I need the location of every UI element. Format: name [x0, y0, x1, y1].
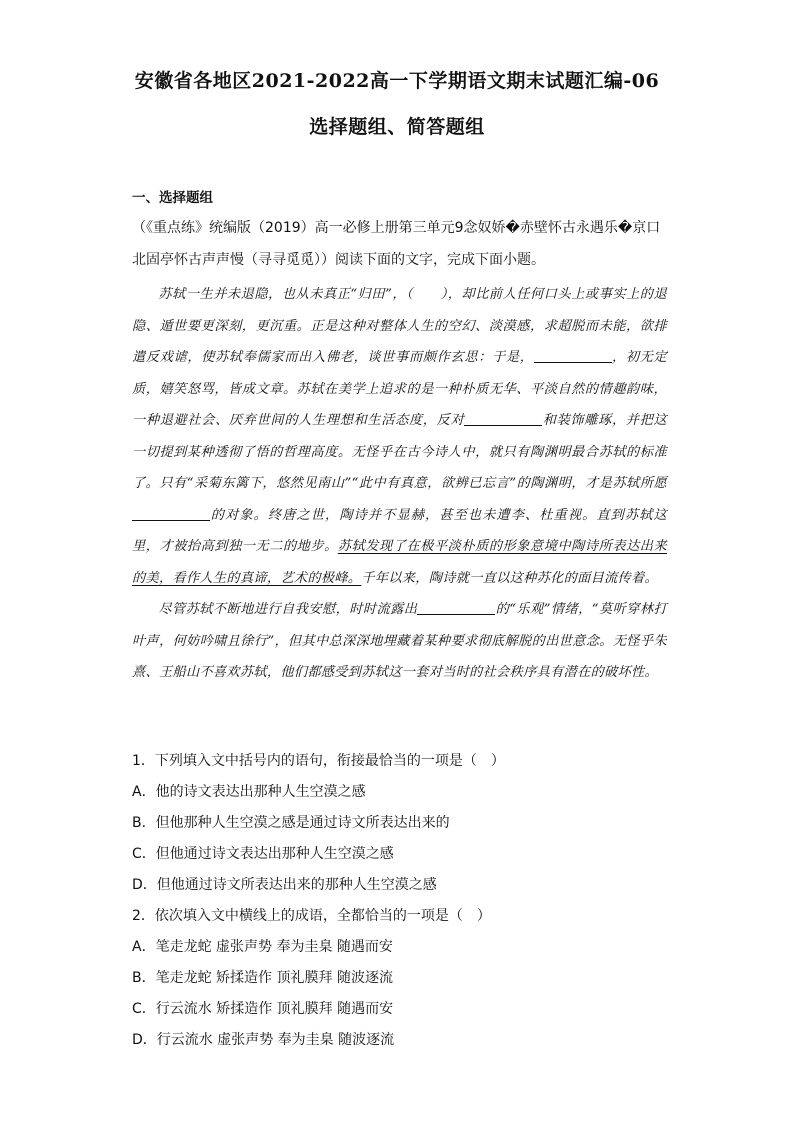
fill-in-blank-4: [417, 601, 495, 615]
question-1: [132, 746, 667, 901]
option-a: A．笔走龙蛇 虚张声势 奉为圭臬 随遇而安: [132, 939, 393, 955]
passage-text: 的对象。终唐之世，陶诗并不显赫，甚至也未遭李、杜重视。直到苏轼这里，才被抬高到独一无二的地步。: [132, 507, 667, 554]
passage-text: ，初无定质，嬉笑怒骂，皆成文章。苏轼在美学上追求的是一种朴质无华、平淡自然的情趣韵味，一种退避社会、厌弃世间的人生理想和生活态度，反对: [132, 350, 668, 428]
document-subtitle: 选择题组、简答题组: [309, 116, 485, 138]
passage-text: 和装饰雕琢，并把这一切提到某种透彻了悟的哲理高度。无怪乎在古今诗人中，就只有陶渊明最合苏轼的标准了。只有“采菊东篱下，悠然见南山”“此中有真意，欲辨已忘言”的陶渊明，才是苏轼所愿: [132, 413, 667, 491]
fill-in-blank-3: [132, 506, 210, 520]
passage-text: 苏轼一生并未退隐，也从未真正“归田”，（ ），却比前人任何口头上或事实上的退隐、遁世要更深刻，更沉重。正是这种对整体人生的空幻、淡漠感，求超脱而未能，欲排遣反戏谑，使苏轼奉儒家而出入佛老，谈世事而颇作玄思：于是，: [132, 287, 667, 365]
option-d: D．行云流水 虚张声势 奉为圭臬 随波逐流: [132, 1032, 395, 1048]
passage-text: 的“乐观”情绪，“莫听穿林打叶声，何妨吟啸且徐行”，但其中总深深地埋藏着某种要求彻底解脱的出世意念。无怪乎朱熹、王船山不喜欢苏轼，他们都感受到苏轼这一套对当时的社会秩序具有潜在的破坏性。: [132, 602, 667, 680]
fill-in-blank-1: [534, 349, 612, 363]
option-c: C．行云流水 矫揉造作 顶礼膜拜 随遇而安: [132, 1001, 394, 1017]
question-2: [132, 901, 667, 1056]
section-heading: 一、选择题组: [132, 190, 213, 206]
option-d: D．但他通过诗文所表达出来的那种人生空漠之感: [132, 877, 437, 893]
passage-text: 千年以来，陶诗就一直以这种苏化的面目流传着。: [361, 570, 659, 586]
fill-in-blank-2: [464, 412, 542, 426]
underlined-sentence: 苏轼发现了在极平淡朴质的形象意境中陶诗所表达出来的美，看作人生的真谛，艺术的极峰。: [132, 539, 667, 586]
option-a: A．他的诗文表达出那种人生空漠之感: [132, 784, 366, 800]
question-group-intro: [132, 212, 667, 276]
passage-paragraph-1: [132, 279, 667, 594]
reading-passage: [132, 279, 667, 689]
document-title: 安徽省各地区2021-2022高一下学期语文期末试题汇编-06: [134, 70, 660, 92]
question-stem: 1．下列填入文中括号内的语句，衔接最恰当的一项是（ ）: [132, 753, 505, 769]
question-stem: 2．依次填入文中横线上的成语，全都恰当的一项是（ ）: [132, 908, 491, 924]
intro-line-1: （《重点练》统编版（2019）高一必修上册第三单元9念奴娇�赤壁怀古永遇乐�京口: [132, 220, 661, 236]
option-c: C．但他通过诗文表达出那种人生空漠之感: [132, 846, 394, 862]
option-b: B．但他那种人生空漠之感是通过诗文所表达出来的: [132, 815, 450, 831]
passage-text: 尽管苏轼不断地进行自我安慰，时时流露出: [158, 602, 418, 617]
intro-line-2: 北固亭怀古声声慢（寻寻觅觅））阅读下面的文字，完成下面小题。: [132, 252, 545, 268]
option-b: B．笔走龙蛇 矫揉造作 顶礼膜拜 随波逐流: [132, 970, 393, 986]
passage-paragraph-2: [132, 594, 667, 689]
